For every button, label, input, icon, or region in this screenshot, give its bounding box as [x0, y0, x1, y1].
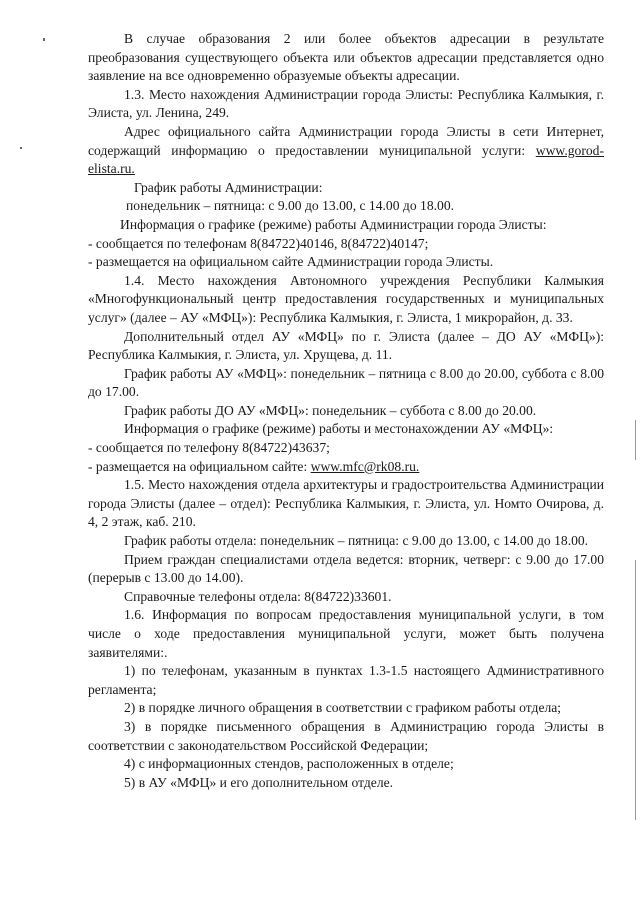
- scan-edge-line: [635, 560, 636, 820]
- paragraph-text: Адрес официального сайта Администрации города Элисты в сети Интернет, содержащий информацию о предоставлении муниципальной услуги:: [88, 123, 604, 158]
- document-body: [88, 30, 604, 792]
- list-item: 1) по телефонам, указанным в пунктах 1.3-1.5 настоящего Административного регламента;: [88, 663, 604, 697]
- paragraph: [88, 458, 604, 477]
- paragraph: Информация о графике (режиме) работы Администрации города Элисты:: [120, 216, 547, 232]
- paragraph: Справочные телефоны отдела: 8(84722)33601.: [124, 588, 392, 604]
- paragraph: - сообщается по телефонам 8(84722)40146, 8(84722)40147;: [88, 235, 429, 251]
- paragraph: 1.4. Место нахождения Автономного учреждения Республики Калмыкия «Многофункциональный центр предоставления государственных и муниципальных услуг» (далее – АУ «МФЦ»): Республика Калмыкия, г. Элиста, 1 микрорайон, д. 33.: [88, 272, 604, 325]
- website-link[interactable]: www.mfc@rk08.ru.: [310, 458, 420, 474]
- paragraph: Информация о графике (режиме) работы и местонахождении АУ «МФЦ»:: [124, 421, 554, 437]
- paragraph: График работы отдела: понедельник – пятница: с 9.00 до 13.00, с 14.00 до 18.00.: [124, 533, 589, 549]
- paragraph: 1.3. Место нахождения Администрации города Элисты: Республика Калмыкия, г. Элиста, ул. Ленина, 249.: [88, 86, 604, 121]
- list-item: 4) с информационных стендов, расположенных в отделе;: [124, 756, 454, 772]
- paragraph: Дополнительный отдел АУ «МФЦ» по г. Элиста (далее – ДО АУ «МФЦ»): Республика Калмыкия, г. Элиста, ул. Хрущева, д. 11.: [88, 328, 604, 363]
- list-item: 5) в АУ «МФЦ» и его дополнительном отделе.: [124, 774, 394, 790]
- scan-mark: [20, 147, 22, 149]
- list-item: 3) в порядке письменного обращения в Администрацию города Элисты в соответствии с законодательством Российской Федерации;: [88, 718, 604, 753]
- paragraph: - размещается на официальном сайте Администрации города Элисты.: [88, 254, 494, 270]
- paragraph: График работы АУ «МФЦ»: понедельник – пятница с 8.00 до 20.00, суббота с 8.00 до 17.00.: [88, 365, 604, 400]
- paragraph: 1.5. Место нахождения отдела архитектуры и градостроительства Администрации города Элисты (далее – отдел): Республика Калмыкия, г. Элиста, ул. Номто Очирова, д. 4, 2 этаж, каб. 210.: [88, 477, 604, 530]
- paragraph: График работы ДО АУ «МФЦ»: понедельник – суббота с 8.00 до 20.00.: [124, 402, 537, 418]
- paragraph: 1.6. Информация по вопросам предоставления муниципальной услуги, в том числе о ходе предоставления муниципальной услуги, может быть получена заявителями:.: [88, 607, 604, 660]
- paragraph: понедельник – пятница: с 9.00 до 13.00, с 14.00 до 18.00.: [126, 198, 455, 214]
- paragraph: - сообщается по телефону 8(84722)43637;: [88, 440, 330, 456]
- website-link[interactable]: www.gorod-elista.ru.: [88, 142, 604, 177]
- paragraph: [88, 123, 604, 179]
- scan-mark: [43, 38, 45, 41]
- paragraph: В случае образования 2 или более объектов адресации в результате преобразования существующего объекта или объектов адресации представляется одно заявление на все одновременно образуемые объекты адресации.: [88, 31, 604, 84]
- paragraph: Прием граждан специалистами отдела ведется: вторник, четверг: с 9.00 до 17.00 (перерыв с 13.00 до 14.00).: [88, 551, 604, 586]
- list-item: 2) в порядке личного обращения в соответствии с графиком работы отдела;: [124, 700, 562, 716]
- paragraph-text: - размещается на официальном сайте:: [88, 458, 308, 474]
- paragraph: График работы Администрации:: [134, 179, 323, 195]
- scan-edge-line: [635, 420, 636, 460]
